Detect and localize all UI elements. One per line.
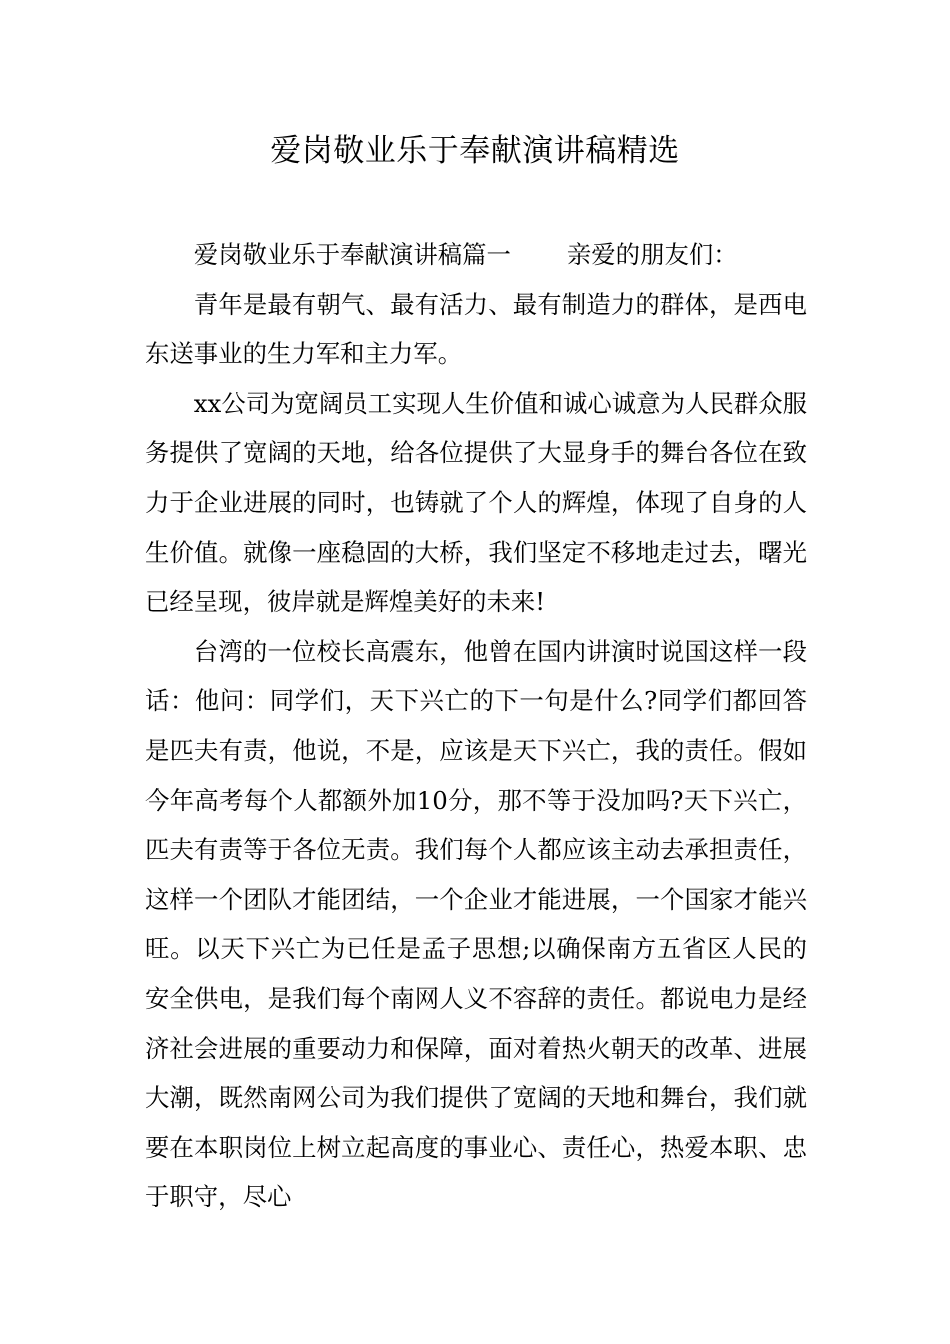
paragraph-1: 青年是最有朝气、最有活力、最有制造力的群体，是西电东送事业的生力军和主力军。 [145, 289, 807, 369]
paragraph-3: 台湾的一位校长高震东，他曾在国内讲演时说国这样一段话：他问：同学们，天下兴亡的下一句是什么?同学们都回答是匹夫有责，他说，不是，应该是天下兴亡，我的责任。假如今年高考每个人都额外加10分，那不等于没加吗?天下兴亡，匹夫有责等于各位无责。我们每个人都应该主动去承担责任，这样一个团队才能团结，一个企业才能进展，一个国家才能兴旺。以天下兴亡为已任是孟子思想;以确保南方五省区人民的安全供电，是我们每个南网人义不容辞的责任。都说电力是经济社会进展的重要动力和保障，面对着热火朝天的改革、进展大潮，既然南网公司为我们提供了宽阔的天地和舞台，我们就要在本职岗位上树立起高度的事业心、责任心，热爱本职、忠于职守，尽心 [145, 636, 807, 1212]
paragraph-2: xx公司为宽阔员工实现人生价值和诚心诚意为人民群众服务提供了宽阔的天地，给各位提供了大显身手的舞台各位在致力于企业进展的同时，也铸就了个人的辉煌，体现了自身的人生价值。就像一座稳固的大桥，我们坚定不移地走过去，曙光已经呈现，彼岸就是辉煌美好的未来! [145, 388, 807, 617]
heading-line [145, 230, 807, 280]
salutation: 亲爱的朋友们： [566, 240, 738, 269]
document-title: 爱岗敬业乐于奉献演讲稿精选 [270, 133, 680, 169]
document-body [145, 230, 807, 1222]
article-subtitle: 爱岗敬业乐于奉献演讲稿篇一 [193, 240, 511, 269]
